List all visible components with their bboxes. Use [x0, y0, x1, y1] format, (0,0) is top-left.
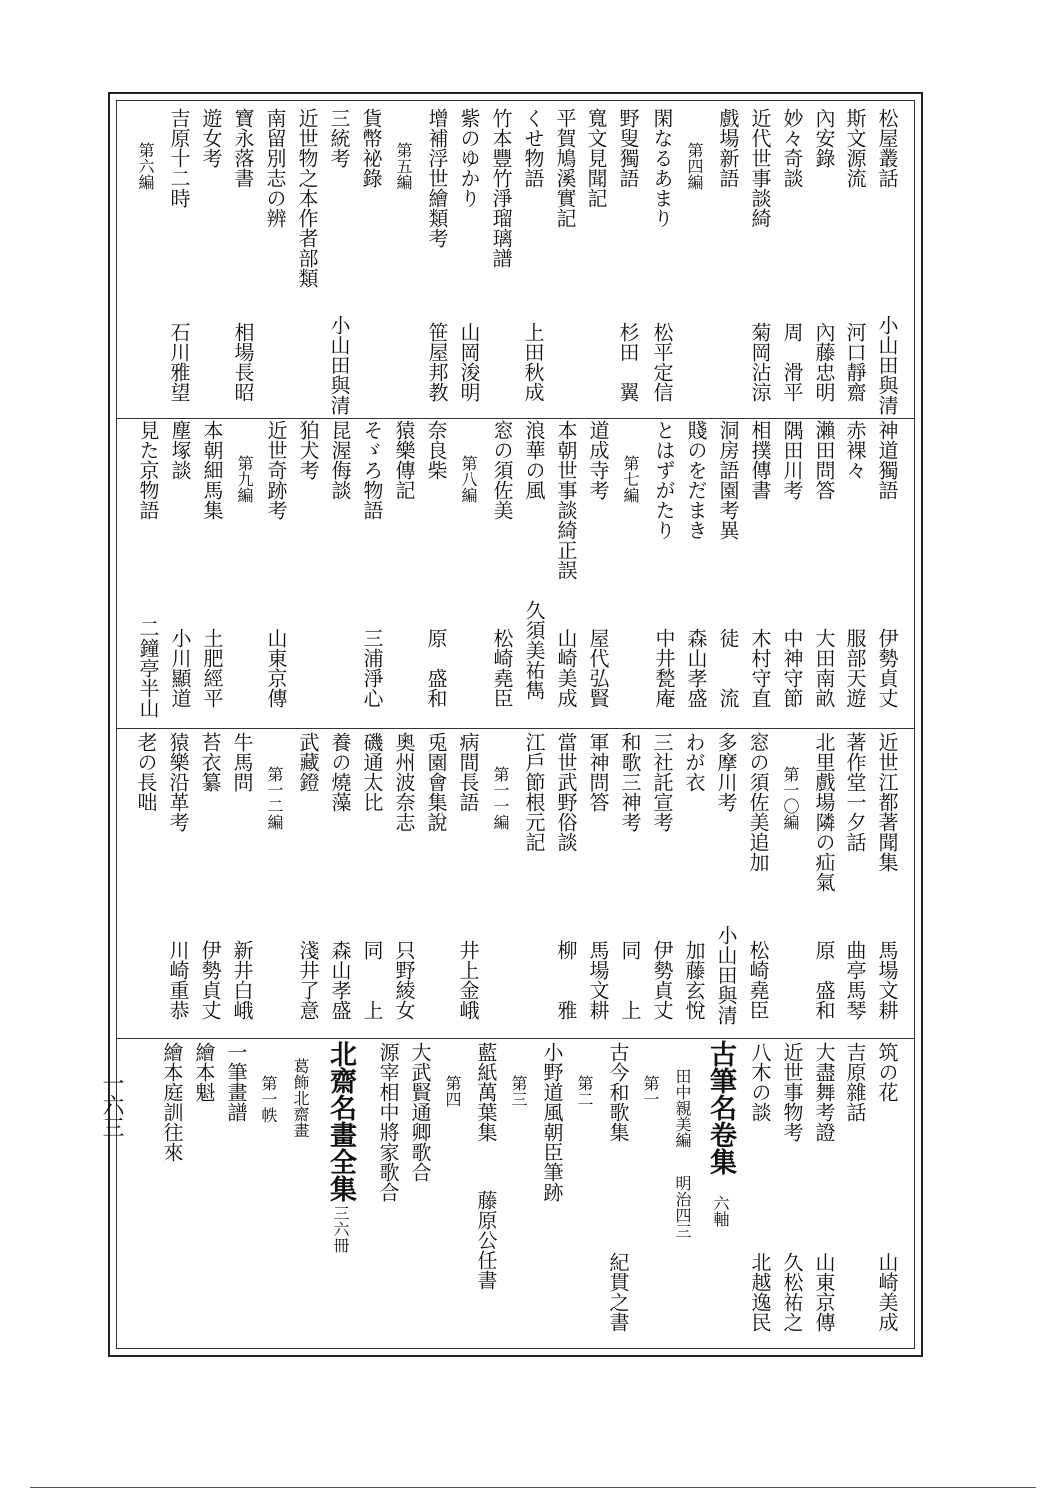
list-entry: 妙々奇談 — [780, 108, 804, 188]
list-entry: 屋代弘賢 — [586, 628, 610, 708]
list-entry: 塵塚談 — [168, 420, 192, 480]
list-entry: 平賀鳩溪實記 — [553, 108, 577, 228]
list-entry: そゞろ物語 — [360, 420, 384, 520]
list-entry: 馬場文耕 — [586, 940, 610, 1020]
list-entry: 著作堂一夕話 — [843, 732, 867, 852]
list-entry: 伊勢貞丈 — [198, 940, 222, 1020]
list-entry: 杉田 翼 — [616, 322, 640, 402]
list-entry: 森山孝盛 — [684, 628, 708, 708]
tier-divider-3 — [117, 1038, 914, 1039]
list-entry: 河口靜齋 — [843, 322, 867, 402]
list-entry: 古今和歌集 — [606, 1042, 630, 1142]
list-entry: 松屋叢話 — [875, 108, 899, 188]
list-entry: 近世江都著聞集 — [875, 732, 899, 872]
list-entry: 瀨田問答 — [812, 420, 836, 500]
list-entry: 木村守直 — [748, 628, 772, 708]
list-entry: 猿樂沿革考 — [166, 732, 190, 832]
list-entry: 戲場新語 — [716, 108, 740, 188]
list-entry: 相場長昭 — [231, 322, 255, 402]
tier-divider-2 — [117, 728, 914, 729]
list-entry: 遊女考 — [199, 108, 223, 168]
list-entry: 浪華の風 — [522, 420, 546, 500]
list-entry: 第三 — [509, 1075, 528, 1107]
list-entry: 原 盛和 — [812, 940, 836, 1020]
list-entry: 狛犬考 — [296, 420, 320, 480]
list-entry: 多摩川考 — [714, 732, 738, 812]
list-entry: 本朝世事談綺正誤 — [554, 420, 578, 580]
list-entry: 第一二編 — [265, 766, 284, 830]
list-entry: 土肥經平 — [200, 628, 224, 708]
page-number: 一六三 — [99, 1072, 124, 1138]
list-entry: 猿樂傳記 — [392, 420, 416, 500]
list-entry: 淺井了意 — [296, 940, 320, 1020]
list-entry: 松平定信 — [650, 322, 674, 402]
list-entry: 菊岡沾涼 — [748, 322, 772, 402]
list-entry: 第六編 — [136, 142, 155, 190]
list-entry: 苔衣纂 — [198, 732, 222, 792]
list-entry: 中神守節 — [780, 628, 804, 708]
list-entry: 小山田與清 — [875, 315, 899, 415]
list-entry: 徒 流 — [716, 628, 740, 708]
list-entry: 松崎堯臣 — [746, 940, 770, 1020]
list-entry: 加藤玄悅 — [682, 940, 706, 1020]
list-entry: とはずがたり — [652, 420, 676, 540]
list-entry: 見た京物語 — [136, 420, 160, 520]
list-entry: 葛飾北齋畫 — [291, 1058, 310, 1138]
list-entry: 石川雅望 — [167, 322, 191, 402]
list-entry: 寶永落書 — [231, 108, 255, 188]
list-entry: 森山孝盛 — [328, 940, 352, 1020]
list-entry: 閑なるあまり — [650, 108, 674, 228]
list-entry: 山東京傳 — [264, 628, 288, 708]
list-entry: 吉原十二時 — [167, 108, 191, 208]
list-entry: 窓の須佐美 — [490, 420, 514, 520]
list-entry: くせ物語 — [521, 108, 545, 188]
list-entry: 二鐘亭半山 — [136, 618, 160, 718]
list-entry: 源宰相中將家歌合 — [376, 1042, 400, 1202]
list-entry: 原 盛和 — [424, 628, 448, 708]
list-entry: 繪本魁 — [192, 1042, 216, 1102]
list-entry: 北齋名畫全集 — [325, 1040, 356, 1202]
list-entry: 竹本豐竹淨瑠璃譜 — [489, 108, 513, 268]
list-entry: 紀貫之書 — [606, 1252, 630, 1332]
list-entry: 本朝細馬集 — [200, 420, 224, 520]
list-entry: 南留別志の辨 — [263, 108, 287, 228]
list-entry: 內藤忠明 — [812, 322, 836, 402]
list-entry: 貨幣祕錄 — [359, 108, 383, 188]
list-entry: 笹屋邦教 — [425, 322, 449, 402]
list-entry: 寬文見聞記 — [584, 108, 608, 208]
list-entry: わが衣 — [682, 732, 706, 792]
list-entry: 近世事物考 — [780, 1042, 804, 1142]
list-entry: 江戶節根元記 — [522, 732, 546, 852]
list-entry: 相撲傳書 — [748, 420, 772, 500]
list-entry: 同 上 — [360, 940, 384, 1020]
list-entry: 三六冊 — [331, 1205, 350, 1253]
list-entry: 久須美祐雋 — [522, 600, 546, 700]
list-entry: 筑の花 — [875, 1042, 899, 1102]
list-entry: 第四 — [443, 1075, 462, 1107]
tier-divider-1 — [117, 418, 914, 419]
list-entry: 內安錄 — [812, 108, 836, 168]
list-entry: 第一〇編 — [781, 766, 800, 830]
list-entry: 第四編 — [685, 142, 704, 190]
list-entry: 伊勢貞丈 — [650, 940, 674, 1020]
list-entry: 馬場文耕 — [875, 940, 899, 1020]
footer-rule — [30, 1487, 1036, 1488]
list-entry: 近代世事談綺 — [748, 108, 772, 228]
list-entry: 小山田與清 — [714, 925, 738, 1025]
list-entry: 三統考 — [327, 108, 351, 168]
list-entry: 山崎美成 — [875, 1252, 899, 1332]
list-entry: 井上金峨 — [456, 940, 480, 1020]
list-entry: 田中親美編 — [673, 1068, 692, 1148]
list-entry: 明治四三 — [673, 1175, 692, 1239]
list-entry: 神道獨語 — [875, 420, 899, 500]
list-entry: 昆渥侮談 — [328, 420, 352, 500]
list-entry: 兎園會集說 — [424, 732, 448, 832]
list-entry: 老の長咄 — [134, 732, 158, 812]
list-entry: 山東京傳 — [812, 1252, 836, 1332]
list-entry: 大盡舞考證 — [812, 1042, 836, 1142]
list-entry: 柳 雅 — [554, 940, 578, 1020]
list-entry: 第二 — [575, 1075, 594, 1107]
list-entry: 久松祐之 — [780, 1252, 804, 1332]
list-entry: 藍紙萬葉集 — [474, 1042, 498, 1142]
list-entry: 第七編 — [621, 455, 640, 503]
list-entry: 大武賢通卿歌合 — [408, 1042, 432, 1182]
list-entry: 磯通太比 — [360, 732, 384, 812]
list-entry: 牛馬問 — [230, 732, 254, 792]
list-entry: 繪本庭訓往來 — [160, 1042, 184, 1162]
list-entry: 服部天遊 — [843, 628, 867, 708]
list-entry: 第一 — [641, 1075, 660, 1107]
list-entry: 第五編 — [394, 142, 413, 190]
list-entry: 同 上 — [618, 940, 642, 1020]
list-entry: 吉原雜話 — [843, 1042, 867, 1122]
list-entry: 六軸 — [711, 1195, 730, 1227]
list-entry: 洞房語園考異 — [716, 420, 740, 540]
list-entry: 小川顯道 — [168, 628, 192, 708]
list-entry: 隅田川考 — [780, 420, 804, 500]
list-entry: 奧州波奈志 — [392, 732, 416, 832]
list-entry: 大田南畝 — [812, 628, 836, 708]
list-entry: 當世武野俗談 — [554, 732, 578, 852]
list-entry: 增補浮世繪類考 — [425, 108, 449, 248]
list-entry: 近世奇跡考 — [264, 420, 288, 520]
list-entry: 川崎重恭 — [166, 940, 190, 1020]
list-entry: 藤原公任書 — [474, 1190, 498, 1290]
list-entry: 中井甃庵 — [652, 628, 676, 708]
list-entry: 松崎堯臣 — [490, 628, 514, 708]
list-entry: 病間長語 — [456, 732, 480, 812]
list-entry: 一筆畫譜 — [224, 1042, 248, 1122]
list-entry: 斯文源流 — [843, 108, 867, 188]
list-entry: 小山田與清 — [327, 315, 351, 415]
list-entry: 軍神問答 — [586, 732, 610, 812]
list-entry: 八木の談 — [748, 1042, 772, 1122]
list-entry: 北里戲場隣の疝氣 — [812, 732, 836, 892]
list-entry: 第八編 — [459, 455, 478, 503]
list-entry: 和歌三神考 — [618, 732, 642, 832]
list-entry: 近世物之本作者部類 — [295, 108, 319, 288]
list-entry: 道成寺考 — [586, 420, 610, 500]
list-entry: 三社託宣考 — [650, 732, 674, 832]
list-entry: 第一一編 — [491, 766, 510, 830]
list-entry: 古筆名卷集 — [705, 1040, 736, 1175]
list-entry: 野叟獨語 — [616, 108, 640, 188]
list-entry: 武藏鐙 — [296, 732, 320, 792]
list-entry: 三浦淨心 — [360, 628, 384, 708]
list-entry: 上田秋成 — [521, 322, 545, 402]
list-entry: 只野綾女 — [392, 940, 416, 1020]
list-entry: 小野道風朝臣筆跡 — [540, 1042, 564, 1202]
list-entry: 曲亭馬琴 — [843, 940, 867, 1020]
list-entry: 紫のゆかり — [457, 108, 481, 208]
list-entry: 窓の須佐美追加 — [746, 732, 770, 872]
page-border-inner — [116, 100, 915, 1349]
list-entry: 第九編 — [235, 455, 254, 503]
list-entry: 新井白峨 — [230, 940, 254, 1020]
list-entry: 第一帙 — [259, 1075, 278, 1123]
list-entry: 周 滑平 — [780, 322, 804, 402]
list-entry: 奈良柴 — [424, 420, 448, 480]
list-entry: 養の燒藻 — [328, 732, 352, 812]
list-entry: 山崎美成 — [554, 628, 578, 708]
list-entry: 伊勢貞丈 — [875, 628, 899, 708]
list-entry: 賤のをだまき — [684, 420, 708, 540]
list-entry: 北越逸民 — [748, 1252, 772, 1332]
list-entry: 山岡浚明 — [457, 322, 481, 402]
list-entry: 赤裸々 — [843, 420, 867, 480]
